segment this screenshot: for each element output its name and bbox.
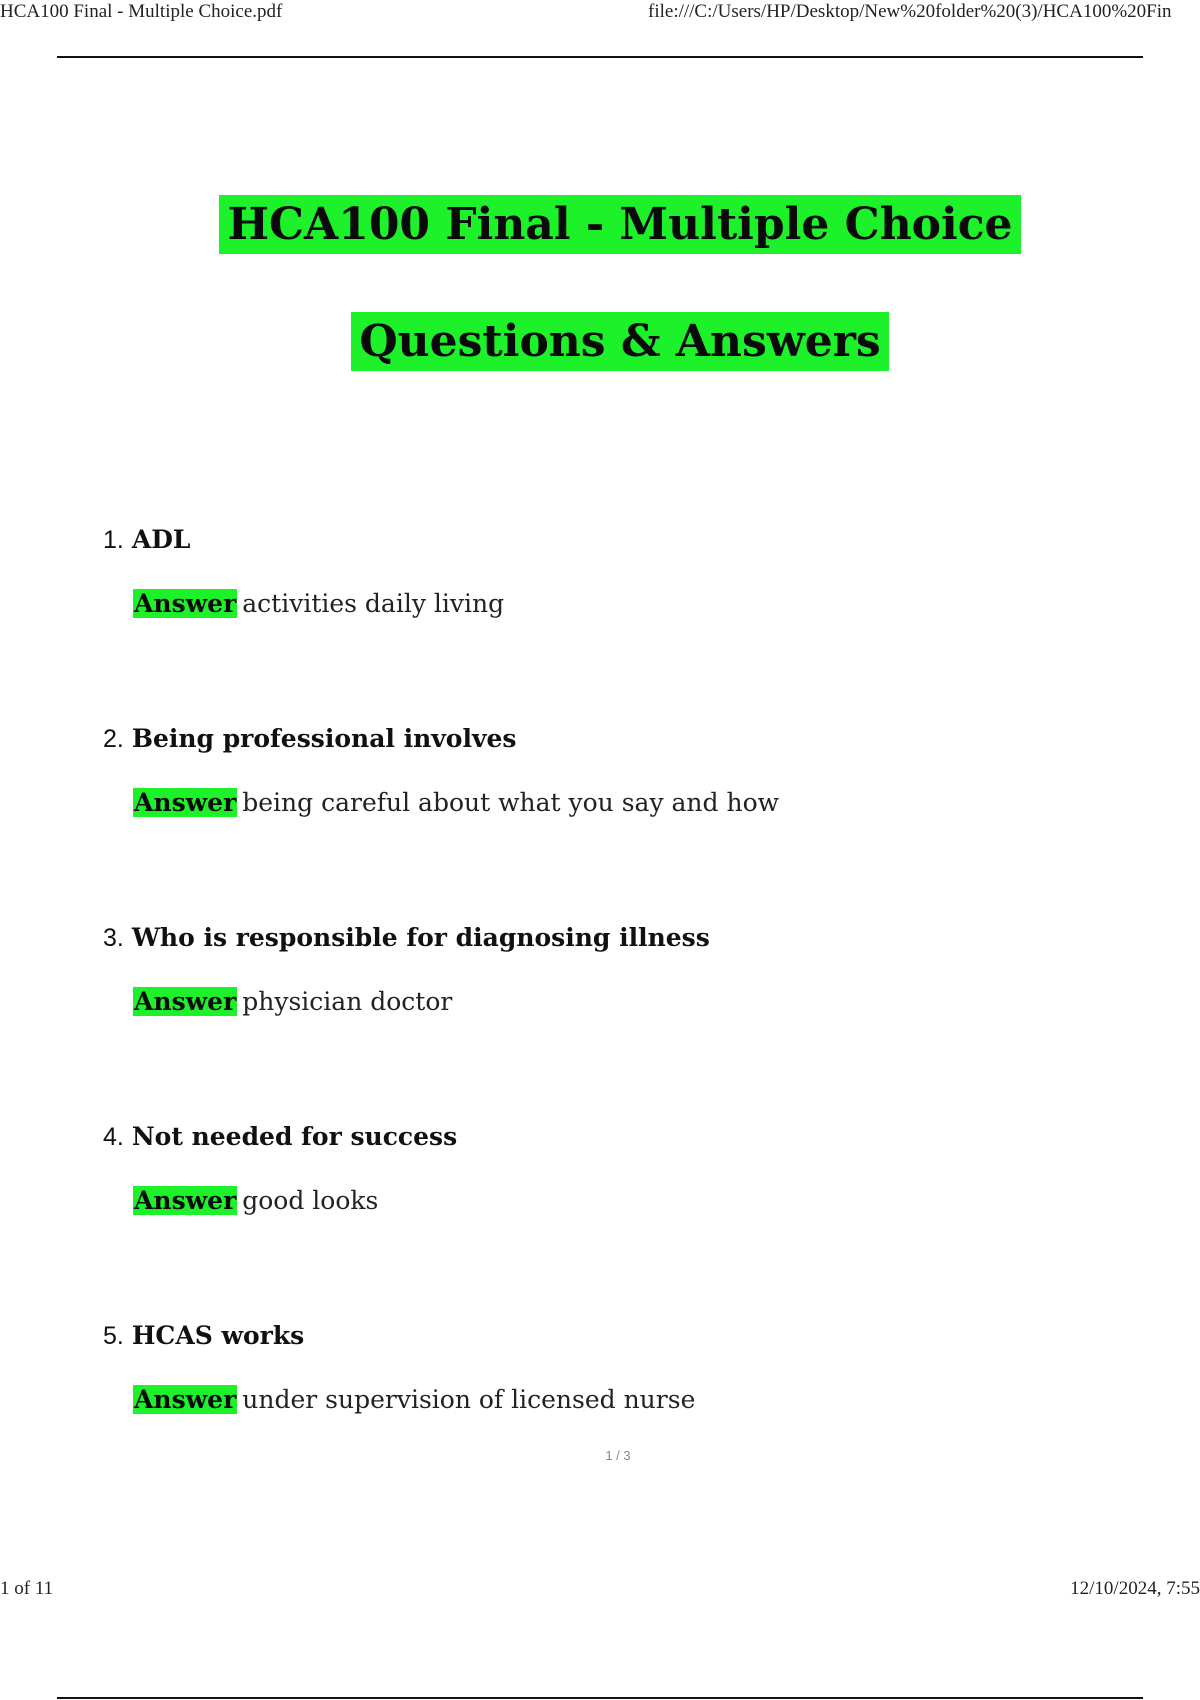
qa-item [103,1316,1103,1515]
answer-label: Answer [134,589,237,618]
question [103,918,710,958]
question-text: ADL [131,525,191,554]
qa-item [103,918,1103,1117]
qa-item [103,1117,1103,1316]
answer-label: Answer [134,788,237,817]
answer-text: under supervision of licensed nurse [242,1385,696,1414]
question [103,719,516,759]
question [103,520,190,560]
question [103,1316,304,1356]
qa-item [103,520,1103,719]
footer-divider [57,1697,1143,1699]
print-header [0,0,1200,26]
qa-item [103,719,1103,918]
answer [133,785,779,821]
answer-label: Answer [134,1186,237,1215]
question-text: Not needed for success [131,1122,458,1151]
question-number: 5. [103,1322,124,1350]
header-divider [57,56,1143,58]
title-line-2: Questions & Answers [351,312,888,371]
page-counter: 1 / 3 [605,1448,631,1463]
qa-list [103,520,1103,1515]
file-path: file:///C:/Users/HP/Desktop/New%20folder%20(3)/HCA100%20Fin [648,1,1172,22]
print-datetime: 12/10/2024, 7:55 [1070,1578,1200,1599]
question-text: Being professional involves [131,724,517,753]
question-text: HCAS works [131,1321,305,1350]
answer-text: good looks [242,1186,379,1215]
answer [133,984,452,1020]
document-name: HCA100 Final - Multiple Choice.pdf [0,1,283,22]
question-number: 2. [103,725,124,753]
answer-text: physician doctor [242,987,453,1016]
question-number: 3. [103,924,124,952]
answer-text: being careful about what you say and how [242,788,780,817]
question [103,1117,457,1157]
page-of-count: 1 of 11 [0,1578,54,1599]
answer [133,1382,695,1418]
answer-label: Answer [134,987,237,1016]
title-line-1: HCA100 Final - Multiple Choice [219,195,1020,254]
answer [133,1183,378,1219]
document-title [0,195,1200,429]
answer-label: Answer [134,1385,237,1414]
answer [133,586,504,622]
question-text: Who is responsible for diagnosing illness [131,923,710,952]
question-number: 1. [103,526,124,554]
answer-text: activities daily living [242,589,505,618]
question-number: 4. [103,1123,124,1151]
